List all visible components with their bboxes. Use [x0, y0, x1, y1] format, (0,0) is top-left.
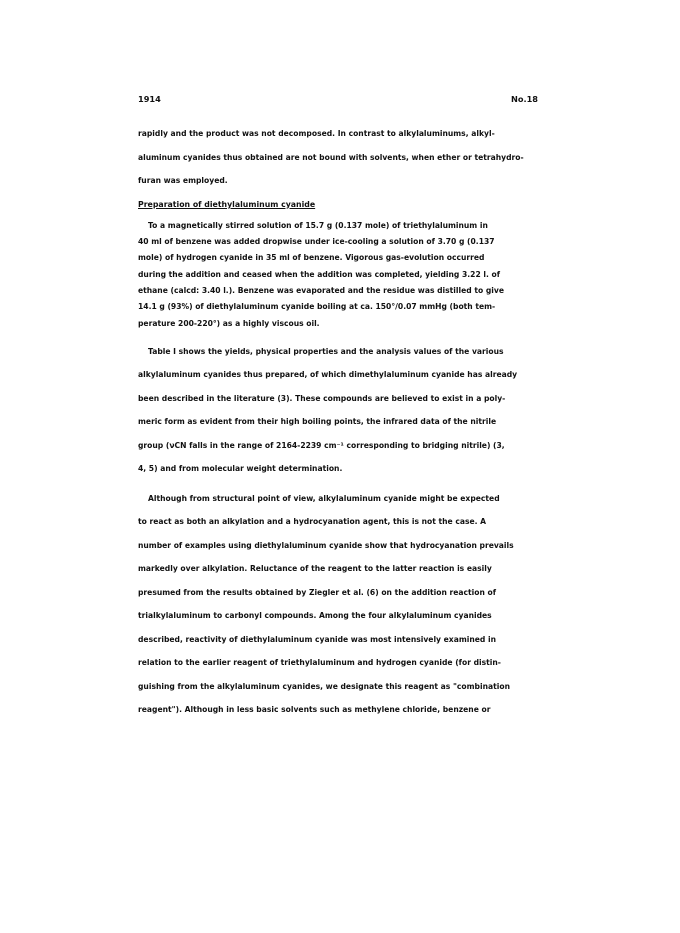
- continuation-paragraph: [138, 122, 538, 193]
- text-line: ethane (calcd: 3.40 l.). Benzene was evaporated and the residue was distilled to give: [138, 285, 504, 295]
- text-line: 40 ml of benzene was added dropwise under ice-cooling a solution of 3.70 g (0.137: [138, 237, 495, 247]
- text-line: meric form as evident from their high boiling points, the infrared data of the nitrile: [138, 417, 497, 427]
- text-line: been described in the literature (3). These compounds are believed to exist in a poly-: [138, 393, 506, 403]
- text-line: furan was employed.: [138, 176, 228, 186]
- text-line: mole) of hydrogen cyanide in 35 ml of benzene. Vigorous gas-evolution occurred: [138, 253, 485, 263]
- text-line: relation to the earlier reagent of triethylaluminum and hydrogen cyanide (for distin-: [138, 658, 501, 668]
- text-line: 4, 5) and from molecular weight determination.: [138, 464, 343, 474]
- text-line: Table I shows the yields, physical properties and the analysis values of the various: [148, 346, 504, 356]
- text-line: To a magnetically stirred solution of 15.7 g (0.137 mole) of triethylaluminum in: [148, 220, 488, 230]
- section-heading: Preparation of diethylaluminum cyanide: [138, 199, 316, 209]
- text-line: number of examples using diethylaluminum cyanide show that hydrocyanation prevails: [138, 540, 514, 550]
- text-line: alkylaluminum cyanides thus prepared, of which dimethylaluminum cyanide has already: [138, 370, 518, 380]
- text-line: during the addition and ceased when the addition was completed, yielding 3.22 l. of: [138, 269, 501, 279]
- text-line: described, reactivity of diethylaluminum cyanide was most intensively examined in: [138, 634, 496, 644]
- page-number: 1914: [138, 94, 161, 104]
- journal-number: No.18: [511, 94, 538, 104]
- text-line: markedly over alkylation. Reluctance of the reagent to the latter reaction is easily: [138, 564, 492, 574]
- paper-page: [138, 94, 538, 722]
- preparation-paragraph: [138, 218, 538, 332]
- text-line: trialkylaluminum to carbonyl compounds. Among the four alkylaluminum cyanides: [138, 611, 492, 621]
- text-line: presumed from the results obtained by Ziegler et al. (6) on the addition reaction of: [138, 587, 497, 597]
- text-line: Although from structural point of view, alkylaluminum cyanide might be expected: [148, 493, 500, 503]
- table-discussion-paragraph: [138, 340, 538, 481]
- text-line: rapidly and the product was not decomposed. In contrast to alkylaluminums, alkyl-: [138, 129, 495, 138]
- reactivity-paragraph: [138, 487, 538, 722]
- text-line: group (νCN falls in the range of 2164-2239 cm⁻¹ corresponding to bridging nitrile) (3,: [138, 440, 505, 450]
- text-line: 14.1 g (93%) of diethylaluminum cyanide boiling at ca. 150°/0.07 mmHg (both tem-: [138, 302, 496, 312]
- text-line: to react as both an alkylation and a hydrocyanation agent, this is not the case. A: [138, 517, 487, 527]
- page-header: [138, 94, 538, 110]
- text-line: perature 200-220°) as a highly viscous oil.: [138, 318, 320, 328]
- text-line: guishing from the alkylaluminum cyanides, we designate this reagent as "combination: [138, 681, 510, 691]
- text-line: aluminum cyanides thus obtained are not bound with solvents, when ether or tetrahydro-: [138, 152, 524, 162]
- text-line: reagent"). Although in less basic solvents such as methylene chloride, benzene or: [138, 705, 491, 715]
